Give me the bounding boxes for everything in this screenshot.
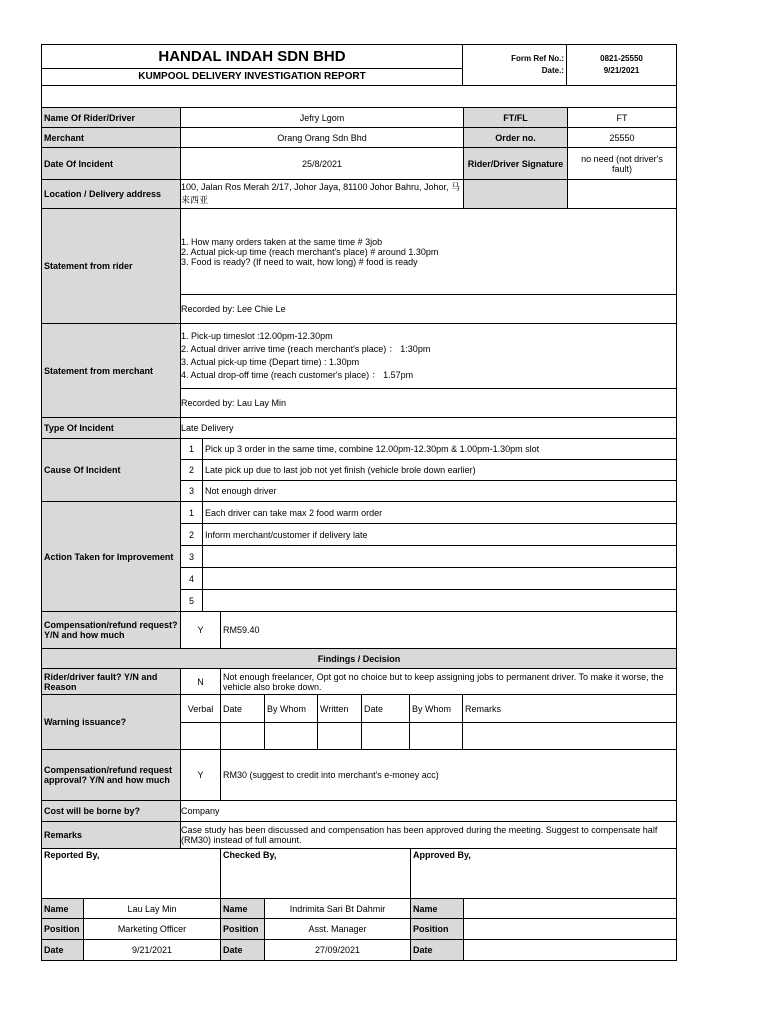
rider-recorded-by: Recorded by: Lee Chie Le (181, 295, 677, 324)
checked-name-label: Name (221, 899, 265, 919)
cause-item: Not enough driver (203, 481, 677, 502)
rider-statement-line: 1. How many orders taken at the same time # 3job (181, 236, 383, 247)
compensation-request-yn: Y (181, 612, 221, 649)
location-value: 100, Jalan Ros Merah 2/17, Johor Jaya, 81100 Johor Bahru, Johor, 马来西亚 (181, 180, 464, 209)
checked-position: Asst. Manager (265, 919, 411, 940)
warning-col-by-whom: By Whom (410, 695, 463, 723)
spacer-row (42, 86, 677, 108)
merchant-label: Merchant (42, 128, 181, 148)
cause-number: 3 (181, 481, 203, 502)
warning-col-by-whom: By Whom (265, 695, 318, 723)
warning-cell (463, 723, 677, 750)
merchant-statement-line: 1. Pick-up timeslot :12.00pm-12.30pm (181, 331, 333, 341)
merchant-value: Orang Orang Sdn Bhd (181, 128, 464, 148)
merchant-statement-label: Statement from merchant (42, 324, 181, 418)
warning-col-verbal: Verbal (181, 695, 221, 723)
reported-position-label: Position (42, 919, 84, 940)
signature-value: no need (not driver's fault) (568, 148, 677, 180)
date-value: 9/21/2021 (603, 66, 640, 75)
order-no-label: Order no. (464, 128, 568, 148)
form-ref-values (567, 45, 677, 86)
statements (41, 208, 677, 439)
cost-borne-value: Company (181, 801, 677, 822)
warning-cell (410, 723, 463, 750)
investigation-report (41, 44, 676, 961)
fault-label: Rider/driver fault? Y/N and Reason (42, 669, 181, 695)
cause-label: Cause Of Incident (42, 439, 181, 502)
cost-borne-label: Cost will be borne by? (42, 801, 181, 822)
rider-statement-label: Statement from rider (42, 209, 181, 324)
approval-label: Compensation/refund request approval? Y/N and how much (42, 750, 181, 801)
checked-by-label: Checked By, (221, 849, 411, 899)
fault-reason: Not enough freelancer, Opt got no choice but to keep assigning jobs to permanent driver. To make it worse, the vehicle also broke down. (221, 669, 677, 695)
reported-by-label: Reported By, (42, 849, 221, 899)
ftfl-label: FT/FL (464, 108, 568, 128)
signature-label: Rider/Driver Signature (464, 148, 568, 180)
cause-number: 1 (181, 439, 203, 460)
form-ref-value: 0821-25550 (600, 54, 643, 63)
warning-col-remarks: Remarks (463, 695, 677, 723)
warning-label: Warning issuance? (42, 695, 181, 750)
cause-item: Late pick up due to last job not yet finish (vehicle brole down earlier) (203, 460, 677, 481)
approved-position-label: Position (411, 919, 464, 940)
action-item (203, 568, 677, 590)
action-number: 3 (181, 546, 203, 568)
report-title: KUMPOOL DELIVERY INVESTIGATION REPORT (42, 69, 463, 86)
cause-number: 2 (181, 460, 203, 481)
rider-statement-line: 3. Food is ready? (If need to wait, how long) # food is ready (181, 256, 418, 267)
approved-date-label: Date (411, 940, 464, 961)
reported-name: Lau Lay Min (84, 899, 221, 919)
approved-position (464, 919, 677, 940)
action-number: 2 (181, 524, 203, 546)
checked-date: 27/09/2021 (265, 940, 411, 961)
remarks-label: Remarks (42, 822, 181, 849)
incident-date-value: 25/8/2021 (181, 148, 464, 180)
cause-item: Pick up 3 order in the same time, combine 12.00pm-12.30pm & 1.00pm-1.30pm slot (203, 439, 677, 460)
rider-statement-body (181, 209, 677, 295)
checked-position-label: Position (221, 919, 265, 940)
signoff-table (41, 848, 677, 961)
incident-info (41, 107, 677, 209)
warning-col-date: Date (362, 695, 410, 723)
warning-cell (362, 723, 410, 750)
reported-position: Marketing Officer (84, 919, 221, 940)
rider-name-label: Name Of Rider/Driver (42, 108, 181, 128)
order-no-value: 25550 (568, 128, 677, 148)
warning-col-written: Written (318, 695, 362, 723)
approved-date (464, 940, 677, 961)
rider-name-value: Jefry Lgom (181, 108, 464, 128)
warning-cell (221, 723, 265, 750)
report-header (41, 44, 677, 108)
approval-amount: RM30 (suggest to credit into merchant's e-money acc) (221, 750, 677, 801)
reported-date-label: Date (42, 940, 84, 961)
rider-statement-line: 2. Actual pick-up time (reach merchant's place) # around 1.30pm (181, 246, 439, 257)
findings-header: Findings / Decision (42, 649, 677, 669)
approved-name-label: Name (411, 899, 464, 919)
action-number: 5 (181, 590, 203, 612)
action-item (203, 590, 677, 612)
action-number: 4 (181, 568, 203, 590)
compensation-request-label: Compensation/refund request? Y/N and how much (42, 612, 181, 649)
findings-table (41, 611, 677, 849)
action-label: Action Taken for Improvement (42, 502, 181, 612)
merchant-statement-line: 3. Actual pick-up time (Depart time) : 1.30pm (181, 357, 360, 367)
compensation-request-amount: RM59.40 (221, 612, 677, 649)
merchant-statement-line: 2. Actual driver arrive time (reach merchant's place) ： 1:30pm (181, 344, 431, 354)
merchant-recorded-by: Recorded by: Lau Lay Min (181, 389, 677, 418)
checked-name: Indrimita Sari Bt Dahmir (265, 899, 411, 919)
incident-date-label: Date Of Incident (42, 148, 181, 180)
approval-yn: Y (181, 750, 221, 801)
empty-cell (568, 180, 677, 209)
fault-yn: N (181, 669, 221, 695)
action-number: 1 (181, 502, 203, 524)
remarks-value: Case study has been discussed and compensation has been approved during the meeting. Suggest to compensate half (RM30) instead of full amount. (181, 822, 677, 849)
merchant-statement-line: 4. Actual drop-off time (reach customer's place) ： 1.57pm (181, 370, 414, 380)
warning-col-date: Date (221, 695, 265, 723)
warning-cell (318, 723, 362, 750)
incident-type-label: Type Of Incident (42, 418, 181, 439)
action-item: Each driver can take max 2 food warm order (203, 502, 677, 524)
approved-by-label: Approved By, (411, 849, 677, 899)
merchant-statement-body (181, 324, 677, 389)
reported-date: 9/21/2021 (84, 940, 221, 961)
warning-cell (265, 723, 318, 750)
empty-gray-cell (464, 180, 568, 209)
reported-name-label: Name (42, 899, 84, 919)
date-label: Date.: (541, 66, 564, 75)
action-item (203, 546, 677, 568)
action-item: Inform merchant/customer if delivery late (203, 524, 677, 546)
company-name: HANDAL INDAH SDN BHD (42, 45, 463, 69)
approved-name (464, 899, 677, 919)
ftfl-value: FT (568, 108, 677, 128)
form-ref-labels (463, 45, 567, 86)
incident-type-value: Late Delivery (181, 418, 677, 439)
warning-cell (181, 723, 221, 750)
location-label: Location / Delivery address (42, 180, 181, 209)
form-ref-label: Form Ref No.: (511, 54, 564, 63)
cause-and-action (41, 438, 677, 612)
checked-date-label: Date (221, 940, 265, 961)
